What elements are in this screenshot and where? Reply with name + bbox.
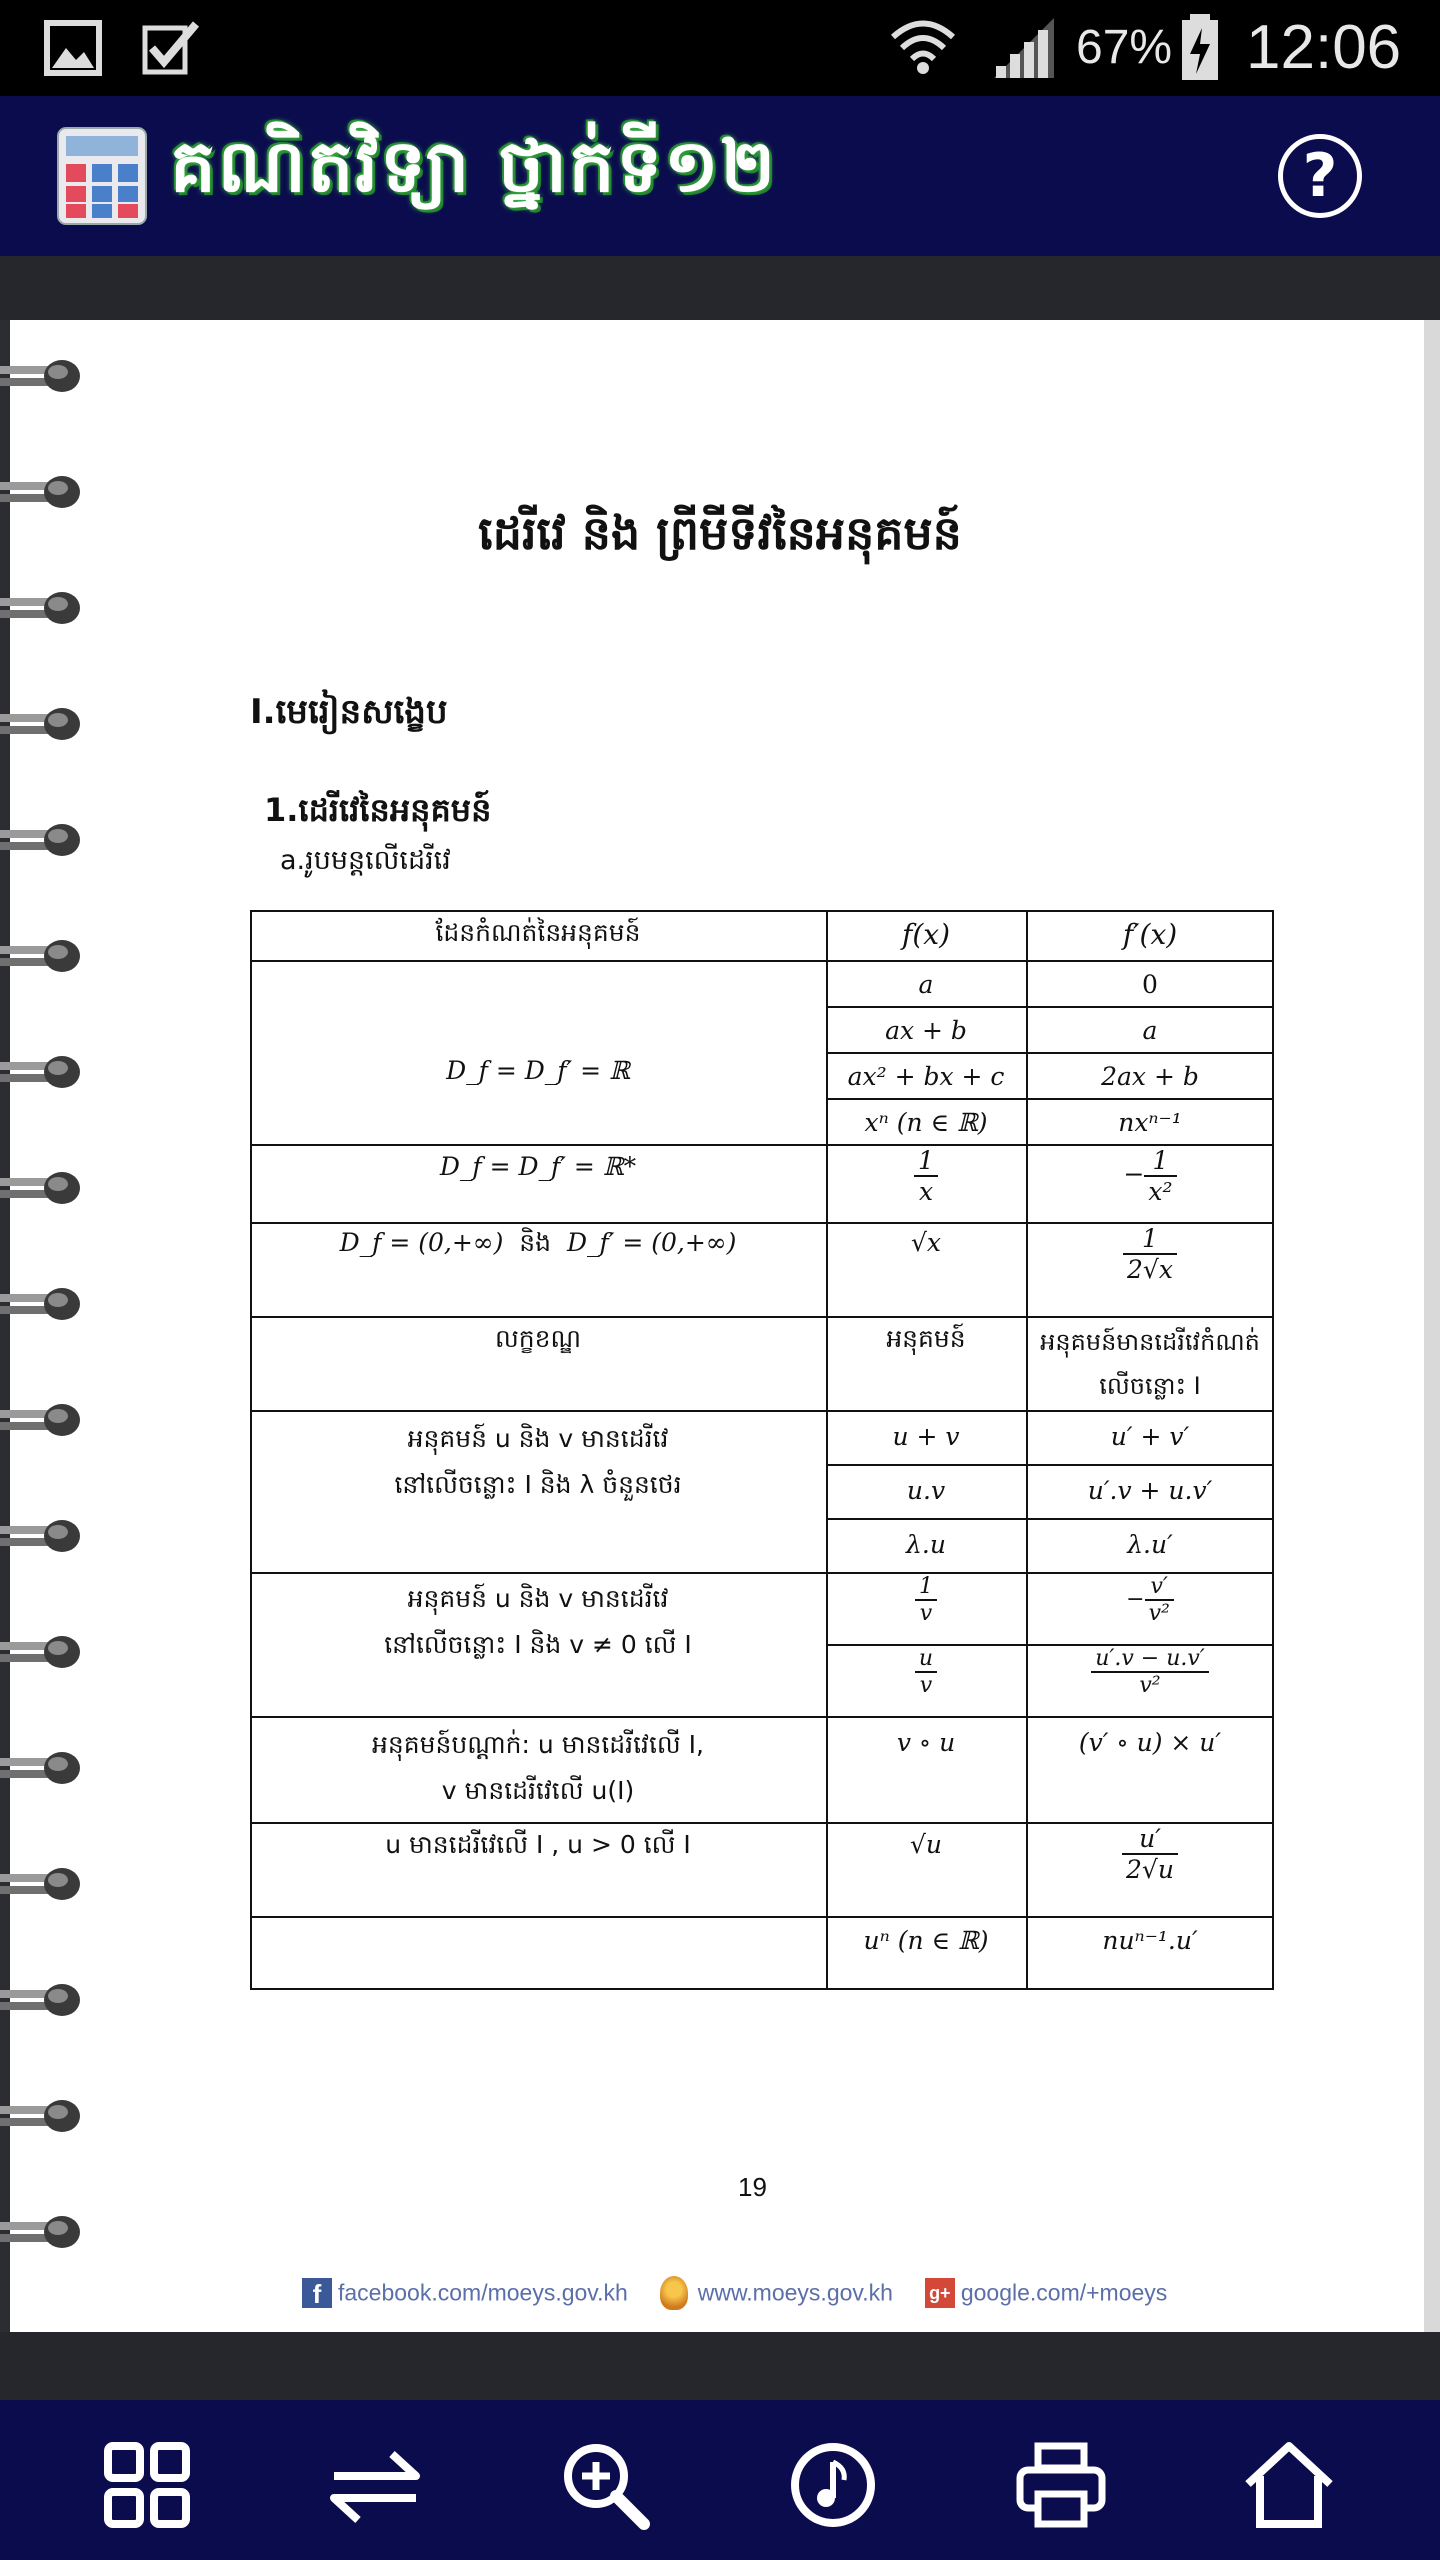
- table-cell: $\frac{1}{x}$: [826, 1146, 1026, 1206]
- spiral-ring: [0, 2096, 86, 2136]
- status-bar: [0, 0, 1440, 96]
- table-cell: ax + b: [885, 1016, 967, 1045]
- condition-4: u មានដេរីវេលើ I , u > 0 លើ I: [385, 1830, 691, 1859]
- table-cell: (v′ ∘ u) × u′: [1078, 1728, 1222, 1757]
- table-cell: √x: [910, 1228, 942, 1257]
- app-bar: [0, 96, 1440, 256]
- bottom-separator: [0, 2332, 1440, 2400]
- facebook-link[interactable]: facebook.com/moeys.gov.kh: [338, 2279, 628, 2306]
- wifi-icon: [888, 12, 958, 82]
- table-cell: λ.u: [906, 1530, 946, 1559]
- spiral-ring: [0, 1864, 86, 1904]
- derivative-header: អនុគមន៍មានដេរីវេកំណត់ លើចន្លោះ I: [1040, 1328, 1260, 1400]
- music-icon[interactable]: [788, 2440, 878, 2530]
- table-cell: a: [918, 970, 934, 999]
- table-cell: u + v: [892, 1422, 960, 1451]
- domain-nonzero-reals: D_f = D_f′ = ℝ*: [439, 1152, 637, 1181]
- table-cell: $\frac{1}{2√x}$: [1026, 1224, 1274, 1284]
- signal-icon: [990, 14, 1056, 80]
- table-cell: u′.v + u.v′: [1087, 1476, 1213, 1505]
- ministry-seal-icon: [660, 2276, 688, 2310]
- spiral-ring: [0, 1168, 86, 1208]
- table-cell: u′ + v′: [1110, 1422, 1190, 1451]
- bottom-toolbar: [0, 2400, 1440, 2560]
- table-cell: ax² + bx + c: [847, 1062, 1005, 1091]
- google-link[interactable]: google.com/+moeys: [960, 2279, 1168, 2306]
- table-cell: 0: [1142, 970, 1158, 999]
- header-function: f(x): [901, 918, 950, 951]
- google-plus-icon: g+: [925, 2278, 955, 2308]
- zoom-icon[interactable]: [560, 2440, 650, 2530]
- condition-1: អនុគមន៍ u និង v មានដេរីវេ នៅលើចន្លោះ I និង λ ចំនួនថេរ: [394, 1424, 682, 1499]
- section-heading: I.មេរៀនសង្ខេប: [250, 692, 448, 732]
- header-domain: ដែនកំណត់នៃអនុគមន៍: [435, 918, 641, 947]
- task-done-notification-icon: [142, 18, 202, 78]
- table-cell: nxⁿ⁻¹: [1118, 1108, 1182, 1137]
- grid-icon[interactable]: [102, 2440, 192, 2530]
- condition-3: អនុគមន៍បណ្ដាក់: u មានដេរីវេលើ I, v មានដេរីវេលើ u(I): [372, 1730, 704, 1805]
- spiral-ring: [0, 936, 86, 976]
- domain-positive-reals: D_f = (0,+∞) និង D_f′ = (0,+∞): [339, 1228, 737, 1257]
- table-cell: v ∘ u: [896, 1728, 956, 1757]
- spiral-ring: [0, 588, 86, 628]
- domain-all-reals: D_f = D_f′ = ℝ: [446, 1056, 630, 1085]
- conditions-header: លក្ខខណ្ឌ: [494, 1324, 582, 1353]
- spiral-ring: [0, 1748, 86, 1788]
- page-edge: [1424, 320, 1440, 2332]
- spiral-ring: [0, 1284, 86, 1324]
- header-derivative: f′(x): [1122, 918, 1178, 951]
- spiral-ring: [0, 820, 86, 860]
- table-cell: − $\frac{v'}{\text{v²}}$: [1026, 1574, 1274, 1626]
- table-cell: $\frac{u'}{2√u}$: [1026, 1824, 1274, 1884]
- app-title: គណិតវិទ្យា ថ្នាក់ទី១២: [170, 124, 778, 208]
- clock: 12:06: [1246, 13, 1402, 82]
- subsubsection-heading: a.រូបមន្តលើដេរីវេ: [280, 845, 451, 876]
- top-separator: [0, 256, 1440, 320]
- spiral-ring: [0, 704, 86, 744]
- spiral-ring: [0, 1516, 86, 1556]
- home-icon[interactable]: [1244, 2440, 1334, 2530]
- document-title: ដេរីវេ និង ព្រីមីទីវនៃអនុគមន៍: [478, 506, 962, 560]
- gallery-notification-icon: [44, 20, 102, 76]
- spiral-ring: [0, 1980, 86, 2020]
- table-cell: λ.u′: [1127, 1530, 1173, 1559]
- function-header: អនុគមន៍: [886, 1324, 966, 1353]
- subsection-heading: 1.ដេរីវេនៃអនុគមន៍: [264, 791, 492, 829]
- derivative-table: [250, 910, 1274, 1990]
- table-cell: xⁿ (n ∈ ℝ): [864, 1108, 988, 1137]
- page-number: 19: [738, 2172, 767, 2202]
- condition-2: អនុគមន៍ u និង v មានដេរីវេ នៅលើចន្លោះ I និង v ≠ 0 លើ I: [384, 1584, 692, 1659]
- table-cell: $\frac{1}{v}$: [826, 1574, 1026, 1626]
- table-cell: √u: [909, 1830, 943, 1859]
- table-cell: uⁿ (n ∈ ℝ): [863, 1926, 989, 1955]
- spiral-ring: [0, 1052, 86, 1092]
- table-cell: a: [1142, 1016, 1158, 1045]
- website-link[interactable]: www.moeys.gov.kh: [697, 2279, 893, 2306]
- calculator-app-icon: [56, 126, 148, 226]
- spiral-ring: [0, 1632, 86, 1672]
- battery-percent: 67%: [1076, 21, 1173, 74]
- table-cell: u.v: [906, 1476, 946, 1505]
- help-button[interactable]: ?: [1278, 134, 1362, 218]
- table-cell: − $\frac{1}{\text{x²}}$: [1026, 1146, 1274, 1206]
- swap-icon[interactable]: [330, 2440, 420, 2530]
- spiral-binding: [0, 320, 90, 2332]
- footer-links: [302, 2276, 1167, 2310]
- table-cell: $\frac{u}{v}$: [826, 1646, 1026, 1698]
- battery-charging-icon: [1180, 12, 1220, 82]
- table-cell: nuⁿ⁻¹.u′: [1102, 1926, 1198, 1955]
- table-cell: $\frac{u'.v - u.v'}{\text{v²}}$: [1026, 1646, 1274, 1698]
- spiral-ring: [0, 356, 86, 396]
- print-icon[interactable]: [1016, 2440, 1106, 2530]
- spiral-ring: [0, 1400, 86, 1440]
- table-cell: 2ax + b: [1101, 1062, 1199, 1091]
- facebook-icon: f: [302, 2278, 332, 2308]
- spiral-ring: [0, 2212, 86, 2252]
